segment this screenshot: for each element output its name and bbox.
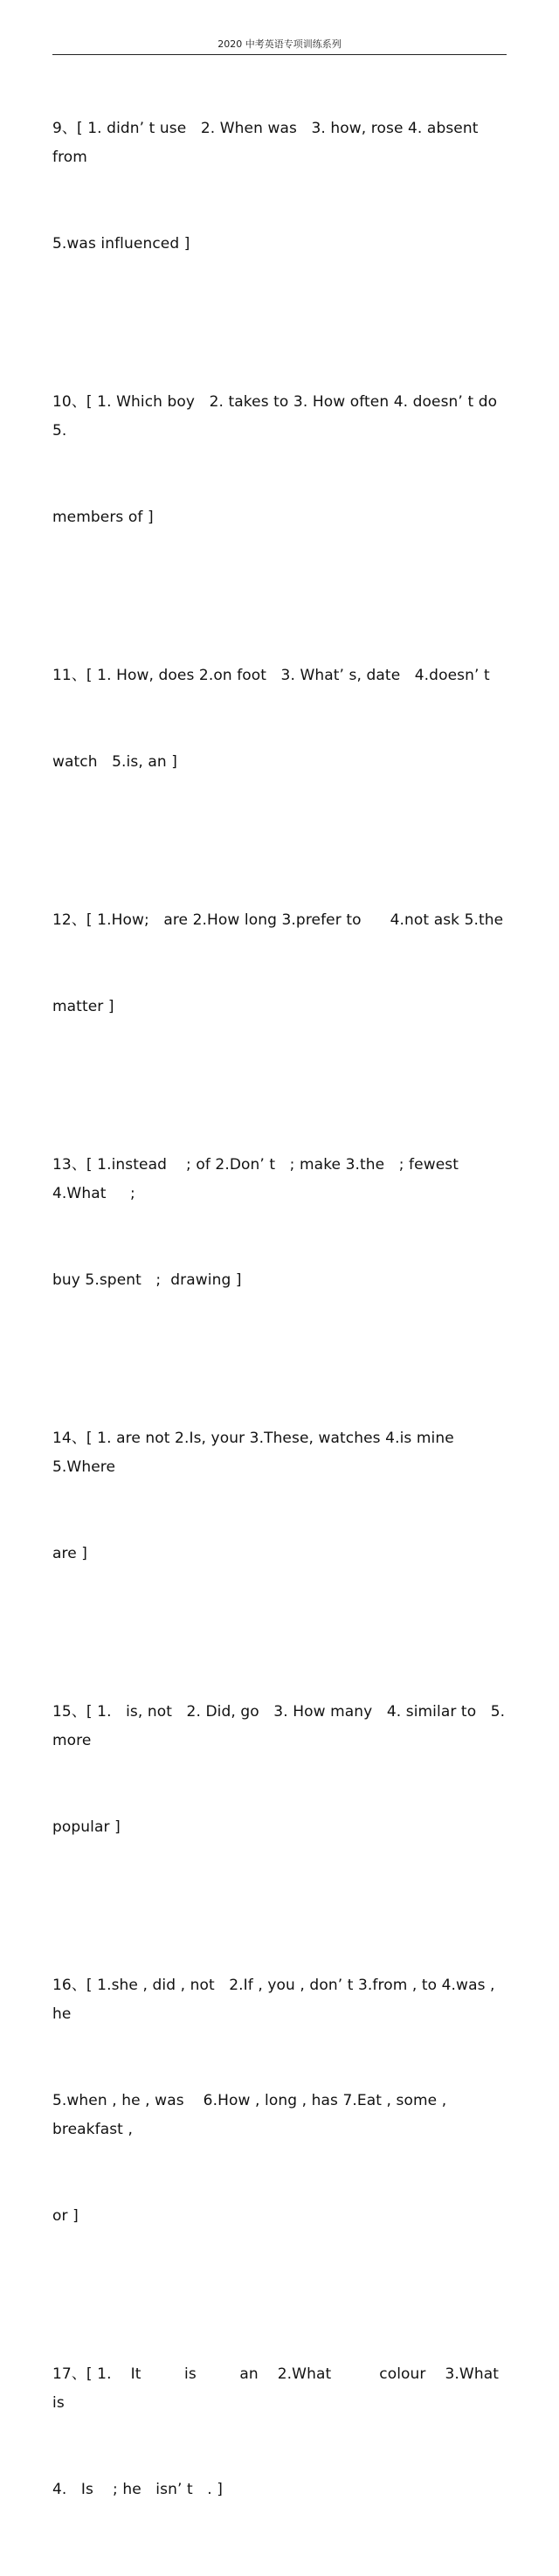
answer-line: 16、[ 1.she , did , not 2.If , you , don’ t 3.from , to 4.was , he xyxy=(52,1977,500,2023)
answer-item xyxy=(52,604,511,834)
answer-item xyxy=(52,1914,511,2289)
answer-line: 14、[ 1. are not 2.Is, your 3.These, watches 4.is mine 5.Where xyxy=(52,1430,459,1476)
answer-item xyxy=(52,330,511,590)
answer-line: 5.was influenced ] xyxy=(52,235,190,253)
answer-item xyxy=(52,2302,548,2562)
answer-line: are ] xyxy=(52,1545,88,1562)
answer-item xyxy=(52,57,511,316)
answer-item xyxy=(52,1640,511,1900)
answer-line: watch 5.is, an ] xyxy=(52,753,177,771)
answer-line: popular ] xyxy=(52,1818,121,1836)
answer-line: 9、[ 1. didn’ t use 2. When was 3. how, rose 4. absent from xyxy=(52,120,484,166)
answer-line: 13、[ 1.instead ; of 2.Don’ t ; make 3.the ; fewest 4.What ; xyxy=(52,1156,464,1202)
answer-line: 11、[ 1. How, does 2.on foot 3. What’ s, date 4.doesn’ t xyxy=(52,667,490,684)
answer-item xyxy=(52,848,511,1079)
answer-line: members of ] xyxy=(52,509,154,526)
answer-line: buy 5.spent ; drawing ] xyxy=(52,1271,242,1289)
answer-line: 17、[ 1. It is an 2.What colour 3.What is xyxy=(52,2365,548,2412)
answer-line: 12、[ 1.How; are 2.How long 3.prefer to 4.not ask 5.the xyxy=(52,911,504,929)
answer-item xyxy=(52,1093,511,1353)
answer-line: or ] xyxy=(52,2207,79,2225)
answer-line: 5.when , he , was 6.How , long , has 7.Eat , some , breakfast , xyxy=(52,2092,452,2138)
answer-line: 4. Is ; he isn’ t . ] xyxy=(52,2481,223,2498)
answer-line: 15、[ 1. is, not 2. Did, go 3. How many 4. similar to 5. more xyxy=(52,1703,510,1749)
answer-line: 10、[ 1. Which boy 2. takes to 3. How often 4. doesn’ t do 5. xyxy=(52,393,502,440)
answer-list xyxy=(52,57,548,2576)
page-header: 2020 中考英语专项训练系列 xyxy=(52,38,507,55)
answer-line: matter ] xyxy=(52,998,114,1015)
answer-item xyxy=(52,1367,511,1626)
